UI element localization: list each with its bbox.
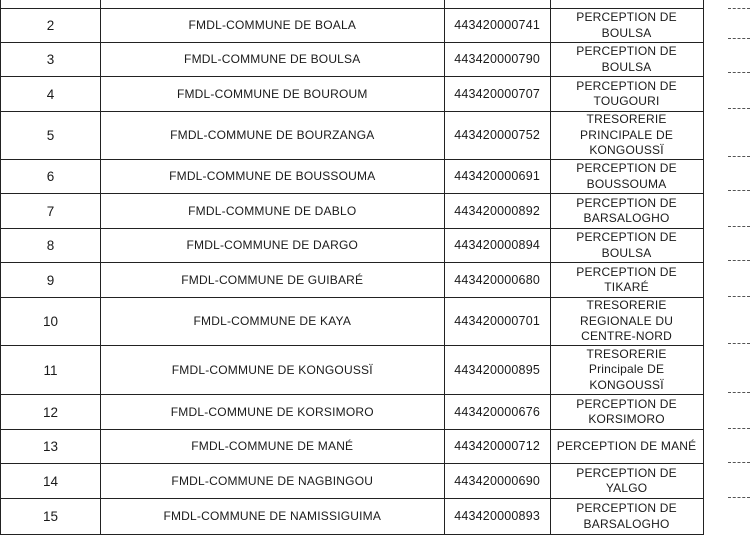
row-number [1,0,101,9]
account-number-cell: 443420000676 [444,395,550,430]
margin-dash [728,72,750,73]
margin-dash [728,8,750,9]
commune-name-cell: FMDL-COMMUNE DE DABLO [100,194,444,229]
row-number: 4 [1,77,101,112]
row-number: 2 [1,9,101,43]
table-row [1,430,750,464]
margin-dash [728,462,750,463]
perception-cell: TRESORERIE REGIONALE DU CENTRE-NORD [550,298,703,346]
perception-cell: PERCEPTION DE BOULSA [550,43,703,77]
perception-cell: PERCEPTION DE TOUGOURI [550,77,703,112]
commune-name-cell: FMDL-COMMUNE DE KAYA [100,298,444,346]
account-number-cell: 443420000712 [444,430,550,464]
row-number: 15 [1,499,101,535]
row-number: 6 [1,160,101,194]
table-row [1,499,750,535]
row-number: 13 [1,430,101,464]
account-number-cell: 443420000680 [444,263,550,298]
perception-cell: PERCEPTION DE MANÉ [550,430,703,464]
table-row [1,194,750,229]
perception-cell: PERCEPTION DE BOULSA [550,9,703,43]
perception-cell: PERCEPTION DE BOULSA [550,229,703,263]
row-number: 5 [1,112,101,160]
perception-cell [550,0,703,9]
account-number-cell: 443420000892 [444,194,550,229]
perception-cell: TRESORERIE Principale DE KONGOUSSÏ [550,346,703,395]
margin-dash [728,190,750,191]
perception-cell: PERCEPTION DE KORSIMORO [550,395,703,430]
margin-cell [703,194,750,229]
table-row [1,263,750,298]
perception-cell: PERCEPTION DE BARSALOGHO [550,194,703,229]
account-number-cell: 443420000741 [444,9,550,43]
margin-cell [703,263,750,298]
commune-name-cell: FMDL-COMMUNE DE MANÉ [100,430,444,464]
margin-cell [703,464,750,499]
margin-cell [703,395,750,430]
account-number-cell: 443420000691 [444,160,550,194]
table-row [1,112,750,160]
table-row [1,160,750,194]
commune-name-cell: FMDL-COMMUNE DE BOULSA [100,43,444,77]
row-number: 3 [1,43,101,77]
commune-name-cell: FMDL-COMMUNE DE BOALA [100,9,444,43]
margin-dash [728,156,750,157]
table-body [1,0,750,535]
margin-cell [703,160,750,194]
table-row [1,346,750,395]
margin-dash [728,392,750,393]
row-number: 11 [1,346,101,395]
table-row [1,43,750,77]
account-number-cell: 443420000701 [444,298,550,346]
row-number: 8 [1,229,101,263]
row-number: 10 [1,298,101,346]
account-number-cell: 443420000752 [444,112,550,160]
margin-cell [703,298,750,346]
commune-name-cell [100,0,444,9]
table-row [1,464,750,499]
margin-dash [728,260,750,261]
perception-cell: PERCEPTION DE BOUSSOUMA [550,160,703,194]
table-row [1,229,750,263]
account-number-cell: 443420000790 [444,43,550,77]
commune-name-cell: FMDL-COMMUNE DE GUIBARÉ [100,263,444,298]
perception-cell: PERCEPTION DE BARSALOGHO [550,499,703,535]
margin-cell [703,77,750,112]
margin-dash [728,108,750,109]
account-number-cell [444,0,550,9]
margin-cell [703,346,750,395]
commune-name-cell: FMDL-COMMUNE DE BOUROUM [100,77,444,112]
table-row [1,9,750,43]
margin-dash [728,226,750,227]
commune-name-cell: FMDL-COMMUNE DE KORSIMORO [100,395,444,430]
account-number-cell: 443420000895 [444,346,550,395]
table-row [1,395,750,430]
margin-dash [728,38,750,39]
perception-cell: PERCEPTION DE TIKARÉ [550,263,703,298]
row-number: 12 [1,395,101,430]
perception-cell: TRESORERIE PRINCIPALE DE KONGOUSSÏ [550,112,703,160]
margin-cell [703,112,750,160]
account-number-cell: 443420000707 [444,77,550,112]
commune-name-cell: FMDL-COMMUNE DE NAMISSIGUIMA [100,499,444,535]
commune-name-cell: FMDL-COMMUNE DE DARGO [100,229,444,263]
account-number-cell: 443420000690 [444,464,550,499]
margin-cell [703,229,750,263]
margin-dash [728,296,750,297]
margin-dash [728,497,750,498]
table-row [1,298,750,346]
margin-dash [728,343,750,344]
row-number: 14 [1,464,101,499]
account-number-cell: 443420000894 [444,229,550,263]
account-number-cell: 443420000893 [444,499,550,535]
margin-cell [703,430,750,464]
table-row [1,77,750,112]
row-number: 7 [1,194,101,229]
commune-name-cell: FMDL-COMMUNE DE BOUSSOUMA [100,160,444,194]
perception-cell: PERCEPTION DE YALGO [550,464,703,499]
table-row [1,0,750,9]
margin-dash [728,428,750,429]
commune-name-cell: FMDL-COMMUNE DE BOURZANGA [100,112,444,160]
row-number: 9 [1,263,101,298]
margin-cell [703,499,750,535]
commune-name-cell: FMDL-COMMUNE DE KONGOUSSÏ [100,346,444,395]
commune-name-cell: FMDL-COMMUNE DE NAGBINGOU [100,464,444,499]
